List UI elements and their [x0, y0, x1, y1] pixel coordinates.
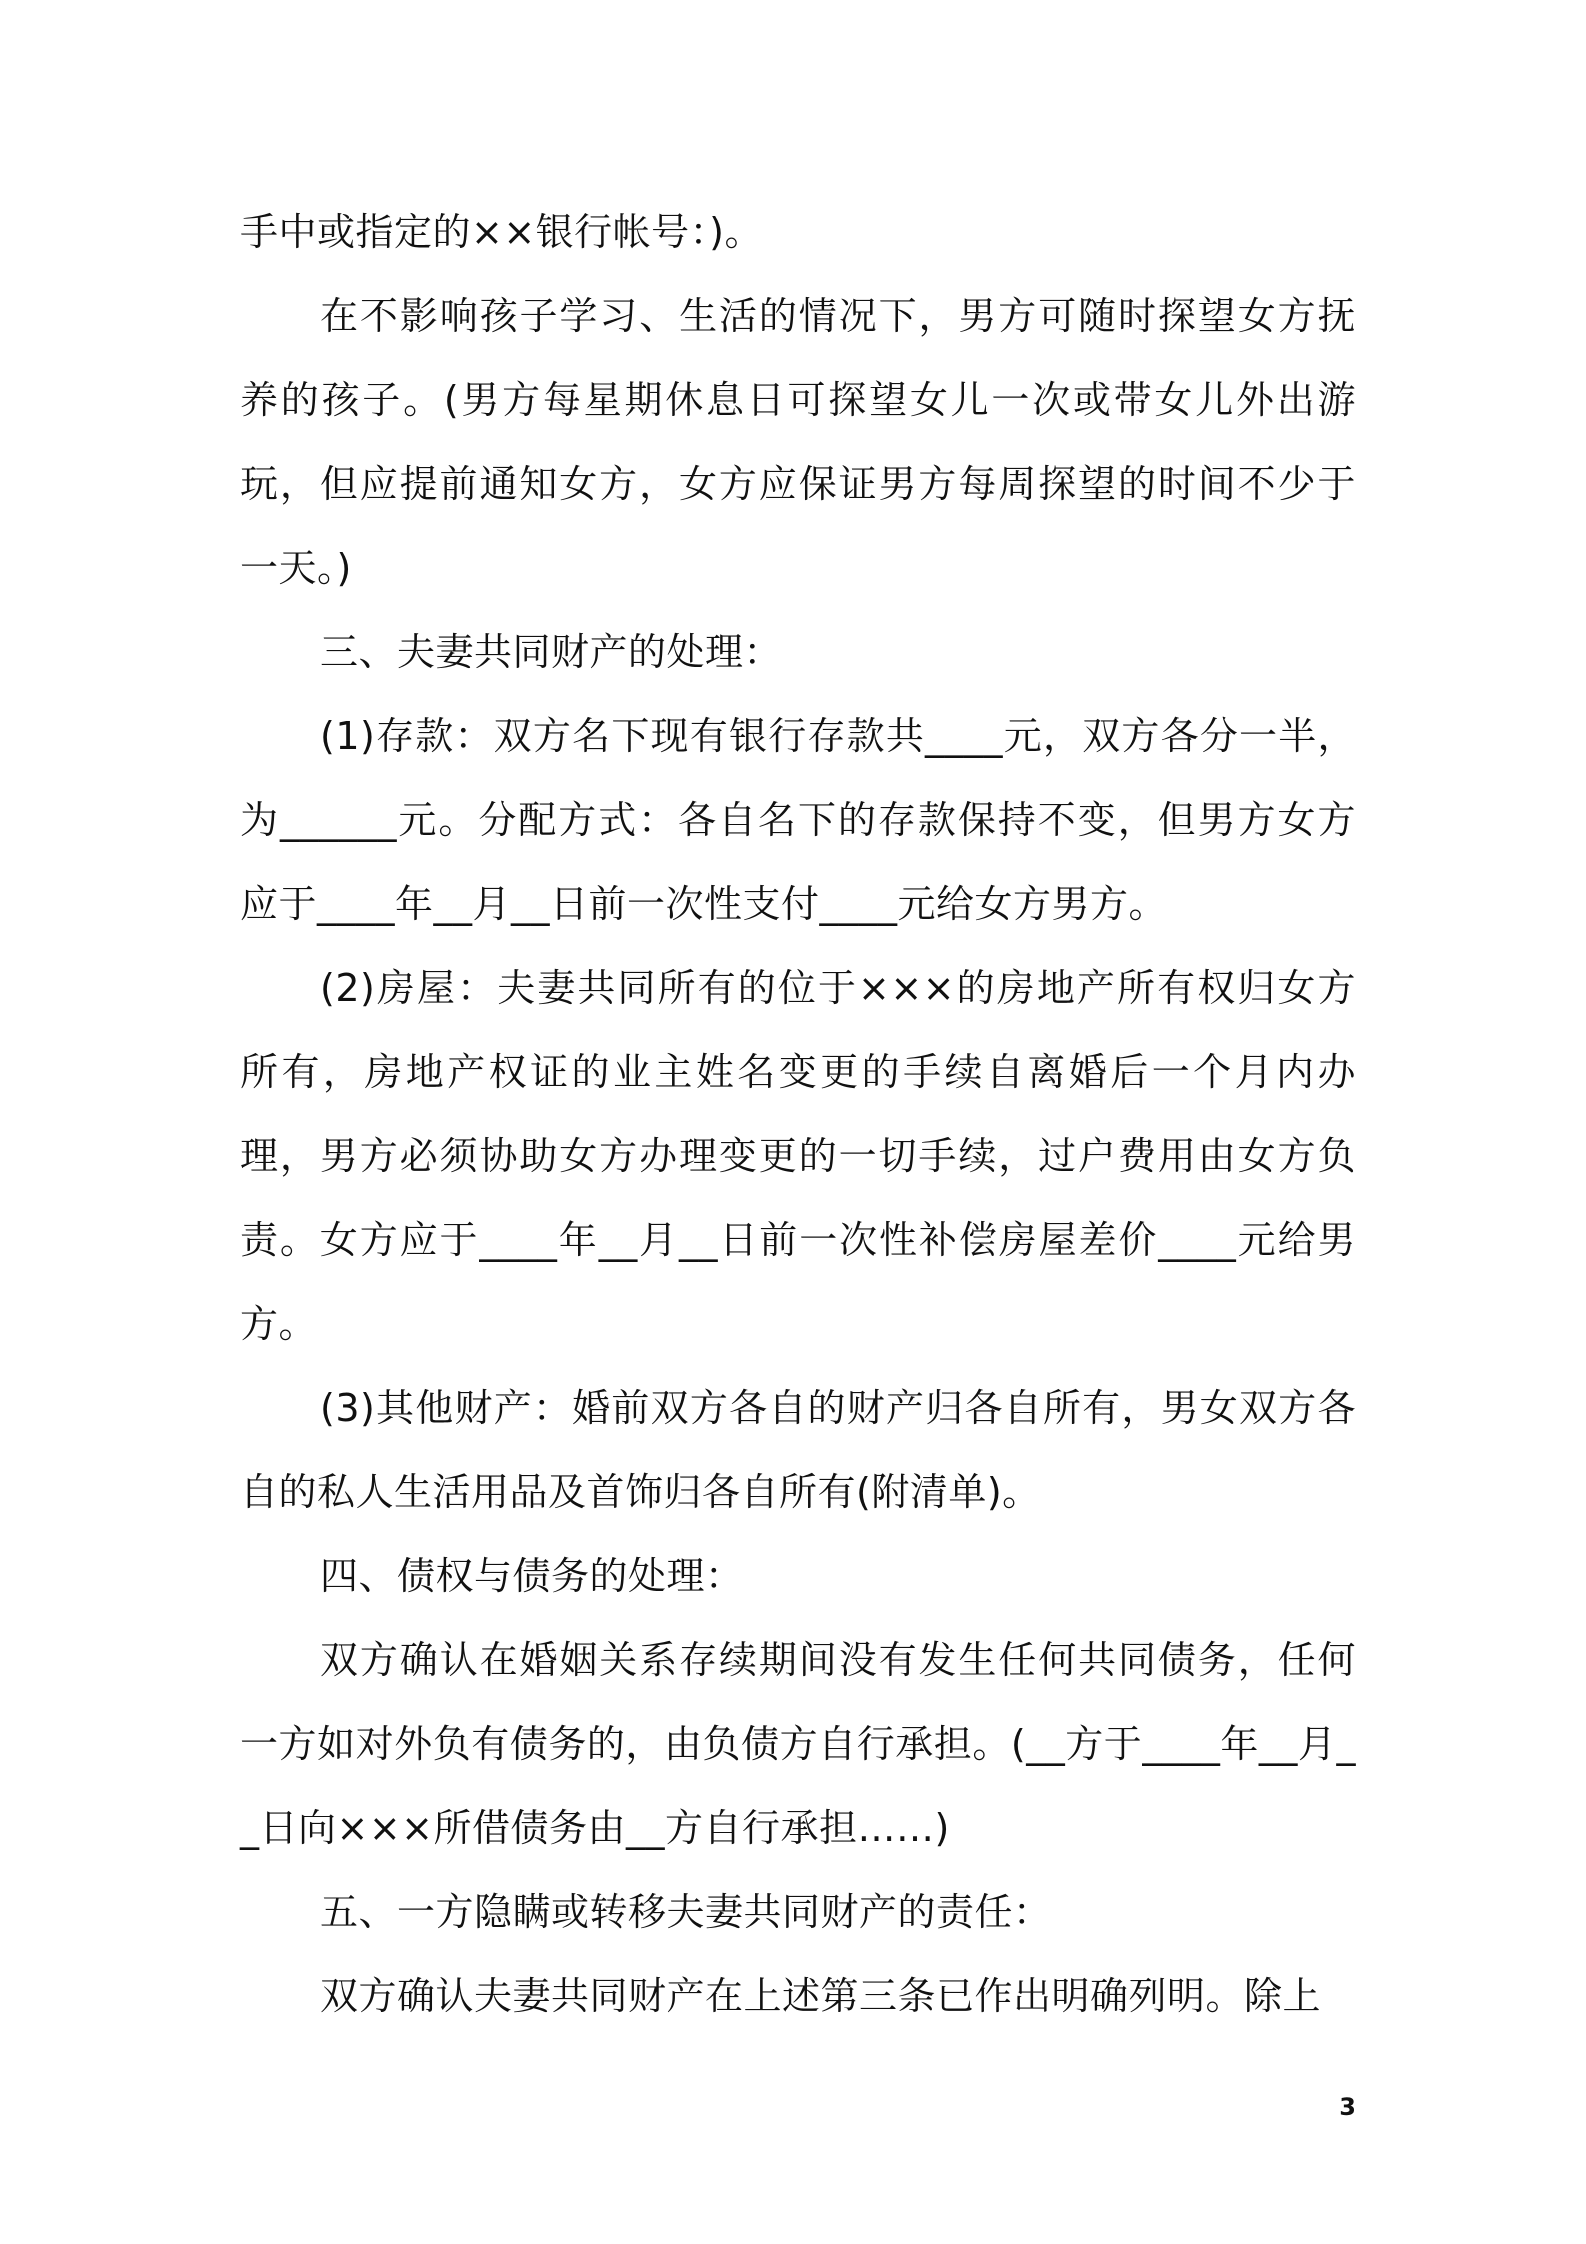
paragraph-debts: 双方确认在婚姻关系存续期间没有发生任何共同债务，任何一方如对外负有债务的，由负债方自行承担。(__方于____年__月__日向×××所借债务由__方自行承担……)	[240, 1638, 1356, 1850]
section-heading-debts: 四、债权与债务的处理：	[320, 1554, 744, 1598]
paragraph-deposits: (1)存款：双方名下现有银行存款共____元，双方各分一半，为______元。分配方式：各自名下的存款保持不变，但男方女方应于____年__月__日前一次性支付____元给女方男方。	[240, 714, 1356, 926]
paragraph-concealment: 双方确认夫妻共同财产在上述第三条已作出明确列明。除上	[320, 1974, 1322, 2018]
document-body	[240, 190, 1356, 2038]
paragraph-other-property: (3)其他财产：婚前双方各自的财产归各自所有，男女双方各自的私人生活用品及首饰归各自所有(附清单)。	[240, 1386, 1356, 1514]
section-heading-property: 三、夫妻共同财产的处理：	[320, 630, 783, 674]
paragraph-visitation: 在不影响孩子学习、生活的情况下，男方可随时探望女方抚养的孩子。(男方每星期休息日可探望女儿一次或带女儿外出游玩，但应提前通知女方，女方应保证男方每周探望的时间不少于一天。)	[240, 294, 1356, 590]
section-heading-concealment: 五、一方隐瞒或转移夫妻共同财产的责任：	[320, 1890, 1052, 1934]
page-number: 3	[1339, 2093, 1356, 2121]
paragraph-continuation: 手中或指定的××银行帐号：)。	[240, 210, 764, 254]
paragraph-house: (2)房屋：夫妻共同所有的位于×××的房地产所有权归女方所有，房地产权证的业主姓名变更的手续自离婚后一个月内办理，男方必须协助女方办理变更的一切手续，过户费用由女方负责。女方应于____年__月__日前一次性补偿房屋差价____元给男方。	[240, 966, 1356, 1346]
